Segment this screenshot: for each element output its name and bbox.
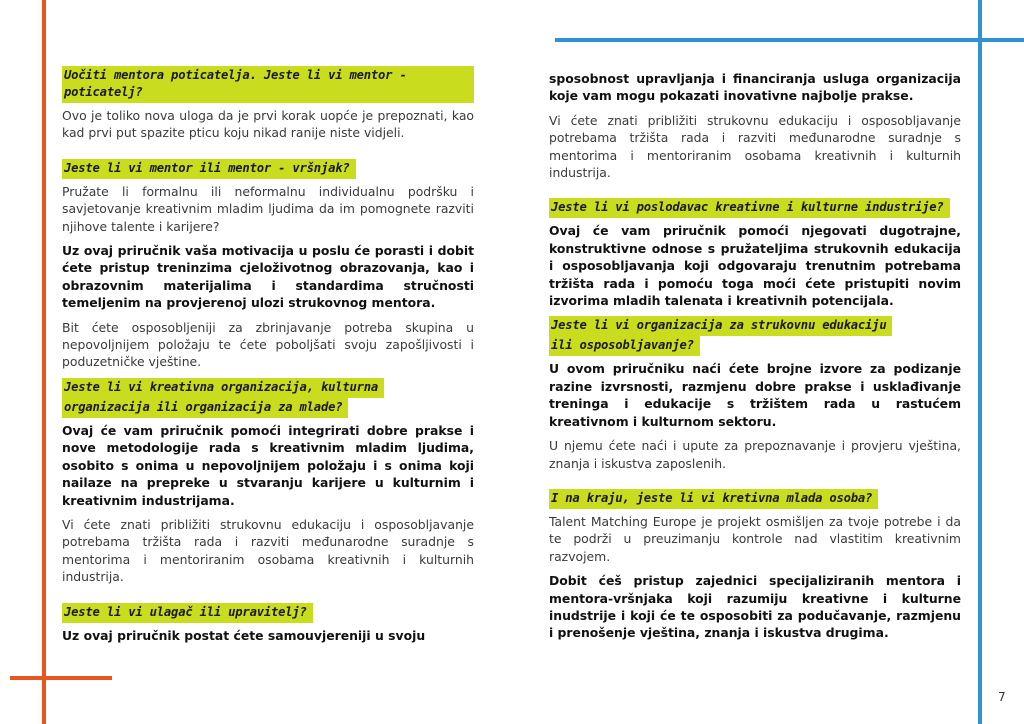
heading-kreativna-mlada-osoba: I na kraju, jeste li vi kretivna mlada osoba? — [549, 489, 878, 509]
paragraph: Vi ćete znati približiti strukovnu edukaciju i osposobljavanje potrebama tržišta rada i razviti međunarodne suradnje s mentorima i mentoriranim osobama kreativnih i kulturnih industrija. — [549, 112, 961, 181]
heading-mentor-vrsnjak: Jeste li vi mentor ili mentor - vršnjak? — [62, 159, 356, 179]
heading-kreativna-organizacija: Jeste li vi kreativna organizacija, kulturna — [62, 378, 384, 398]
right-column — [549, 70, 961, 649]
orange-horizontal-line — [10, 676, 112, 680]
paragraph: Pružate li formalnu ili neformalnu individualnu podršku i savjetovanje kreativnim mladim ljudima da im pomognete razviti njihove talente i karijere? — [62, 183, 474, 234]
blue-horizontal-line — [555, 38, 1024, 42]
heading-kreativna-organizacija-line2: organizacija ili organizacija za mlade? — [62, 398, 348, 418]
heading-strukovna-edukacija-line2: ili osposobljavanje? — [549, 336, 700, 356]
heading-ulagac: Jeste li vi ulagač ili upravitelj? — [62, 603, 313, 623]
page-number: 7 — [998, 690, 1006, 704]
paragraph-bold: Uz ovaj priručnik postat ćete samouvjereniji u svoju — [62, 627, 426, 643]
paragraph-bold: Ovaj će vam priručnik pomoći njegovati dugotrajne, konstruktivne odnose s pružateljima strukovnih edukacija i osposobljavanja koji odgovaraju trenutnim potrebama tržišta rada i pomoću toga moći ćete pristupiti novim izvorima mladih talenata i kreativnih potencijala. — [549, 223, 961, 309]
paragraph: Ovo je toliko nova uloga da je prvi korak uopće je prepoznati, kao kad prvi put spazite pticu koju nikad ranije niste vidjeli. — [62, 108, 474, 141]
paragraph-bold: U ovom priručniku naći ćete brojne izvore za podizanje razine izvrsnosti, razmjenu dobre prakse i usklađivanje treninga i edukacije s tržištem rada u rastućem kreativnom i kulturnom sektoru. — [549, 361, 961, 429]
paragraph-bold: Uz ovaj priručnik vaša motivacija u poslu će porasti i dobit ćete pristup treninzima cjeloživotnog obrazovanja, kao i obrazovnim materijalima i standardima stručnosti temeljenim na provjerenoj ulozi strukovnog mentora. — [62, 243, 474, 311]
paragraph: U njemu ćete naći i upute za prepoznavanje i provjeru vještina, znanja i iskustva zaposlenih. — [549, 438, 961, 471]
heading-poslodavac: Jeste li vi poslodavac kreativne i kulturne industrije? — [549, 198, 950, 218]
heading-strukovna-edukacija: Jeste li vi organizacija za strukovnu edukaciju — [549, 316, 892, 336]
paragraph: Talent Matching Europe je projekt osmišljen za tvoje potrebe i da te podrži u preuzimanju kontrole nad vlastitim kreativnim razvojem. — [549, 513, 961, 564]
orange-vertical-line — [42, 0, 46, 724]
paragraph-bold: sposobnost upravljanja i financiranja usluga organizacija koje vam mogu pokazati inovativne najbolje prakse. — [549, 71, 961, 104]
left-column — [62, 66, 474, 651]
paragraph-bold: Dobit ćeš pristup zajednici specijaliziranih mentora i mentora-vršnjaka koji razumiju kreativne i kulturne inudstrije i koji će te osposobiti za podučavanje, razmjenu i prenošenje vještina, znanja i iskustva drugima. — [549, 573, 961, 641]
paragraph-bold: Ovaj će vam priručnik pomoći integrirati dobre prakse i nove metodologije rada s kreativnim mladim ljudima, osobito s onima u nepovoljnijem položaju i s onima koji nailaze na prepreke u stvaranju karijere u kulturnim i kreativnim industrijama. — [62, 422, 474, 508]
paragraph: Bit ćete osposobljeniji za zbrinjavanje potreba skupina u nepovoljnijem položaju te ćete poboljšati svoju zapošljivosti i poduzetničke vještine. — [62, 319, 474, 370]
paragraph: Vi ćete znati približiti strukovnu edukaciju i osposobljavanje potrebama tržišta rada i razviti međunarodne suradnje s mentorima i mentoriranim osobama kreativnih i kulturnih industrija. — [62, 516, 474, 585]
heading-mentor-poticatelj: Uočiti mentora poticatelja. Jeste li vi mentor - poticatelj? — [62, 66, 474, 103]
blue-vertical-line — [978, 0, 982, 724]
